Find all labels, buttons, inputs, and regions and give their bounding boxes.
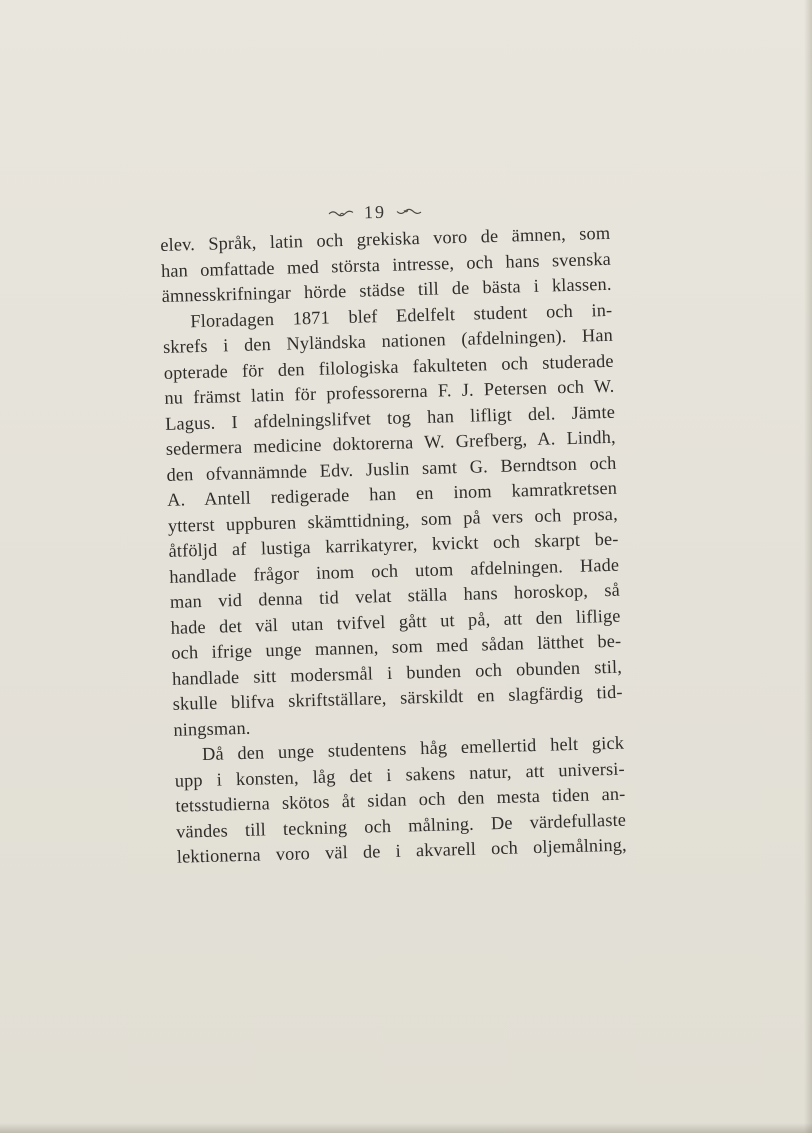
text-line: skulle blifva skriftställare, särskildt en slagfärdig tid-: [172, 681, 623, 714]
text-line: Floradagen 1871 blef Edelfelt student och in-: [190, 299, 613, 331]
body-text: [160, 221, 627, 870]
text-line: upp i konsten, låg det i sakens natur, att universi-: [174, 758, 625, 791]
page-number: 19: [363, 201, 387, 222]
text-line: elev. Språk, latin och grekiska voro de ämnen, som: [160, 222, 611, 255]
text-line: man vid denna tid velat ställa hans horoskop, så: [169, 579, 621, 612]
text-line: ningsman.: [173, 717, 251, 740]
text-line: och ifrige unge mannen, som med sådan lätthet be-: [171, 630, 622, 663]
page-header: [300, 198, 450, 225]
text-line: han omfattade med största intresse, och hans svenska: [160, 248, 612, 281]
text-line: nu främst latin för professorerna F. J. Petersen och W.: [164, 375, 615, 408]
text-line: Då den unge studentens håg emellertid helt gick: [201, 732, 625, 765]
page-edge-shadow-bottom: [0, 1123, 812, 1133]
text-line: ytterst uppburen skämttidning, som på vers och prosa,: [167, 503, 619, 536]
ornament-left-icon: [328, 207, 356, 218]
text-line: åtföljd af lustiga karrikatyrer, kvickt och skarpt be-: [168, 528, 619, 561]
text-line: tetsstudierna skötos åt sidan och den mesta tiden an-: [175, 783, 626, 816]
page-edge-shadow-right: [804, 0, 812, 1133]
text-line: skrefs i den Nyländska nationen (afdelningen). Han: [162, 324, 614, 357]
ornament-right-icon: [394, 206, 422, 217]
text-line: handlade frågor inom och utom afdelningen. Hade: [169, 554, 620, 587]
text-line: vändes till teckning och målning. De värdefullaste: [175, 809, 627, 842]
text-line: Lagus. I afdelningslifvet tog han lifligt del. Jämte: [164, 401, 616, 434]
text-line: A. Antell redigerade han en inom kamratkretsen: [166, 477, 618, 510]
text-line: hade det väl utan tvifvel gått ut på, att den liflige: [170, 605, 621, 638]
text-line: opterade för den filologiska fakulteten och studerade: [163, 350, 614, 383]
text-line: sedermera medicine doktorerna W. Grefberg, A. Lindh,: [165, 426, 616, 459]
text-line: ämnesskrifningar hörde städse till de bästa i klassen.: [161, 273, 612, 306]
text-line: lektionerna voro väl de i akvarell och oljemålning,: [176, 834, 627, 867]
text-line: handlade sitt modersmål i bunden och obunden stil,: [171, 656, 623, 689]
text-line: den ofvannämnde Edv. Juslin samt G. Berndtson och: [166, 452, 617, 485]
